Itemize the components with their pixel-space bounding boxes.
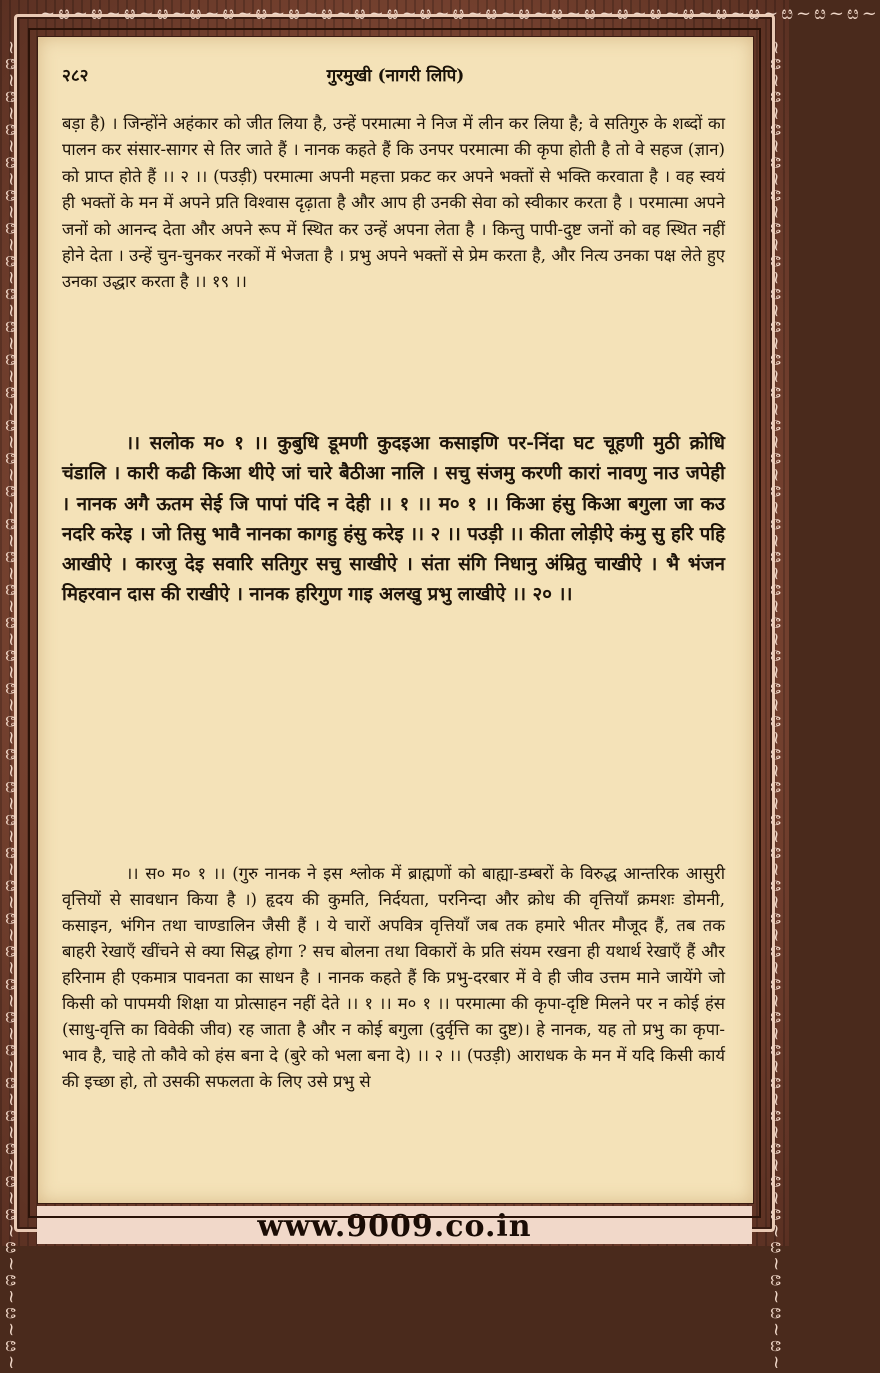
- top-border-ornament: ~ೞ~ೞ~ೞ~ೞ~ೞ~ೞ~ೞ~ೞ~ೞ~ೞ~ೞ~ೞ~ೞ~ೞ~ೞ~ೞ~ೞ~ೞ~ೞ~ೞ~ೞ~ೞ~ೞ~ೞ~ೞ~: [40, 3, 880, 24]
- page-header: [62, 63, 729, 91]
- gurbani-verse-paragraph: [62, 429, 725, 611]
- page-number: २८२: [62, 66, 89, 86]
- right-border-ornament: ~ೞ~ೞ~ೞ~ೞ~ೞ~ೞ~ೞ~ೞ~ೞ~ೞ~ೞ~ೞ~ೞ~ೞ~ೞ~ೞ~ೞ~ೞ~ೞ~ೞ~ೞ~ೞ~ೞ~ೞ~ೞ~ೞ~ೞ~ೞ~ೞ~ೞ~ೞ~ೞ~ೞ~ೞ~ೞ~ೞ~ೞ~ೞ~ೞ~ೞ~: [766, 40, 787, 1373]
- left-border-ornament: ~ೞ~ೞ~ೞ~ೞ~ೞ~ೞ~ೞ~ೞ~ೞ~ೞ~ೞ~ೞ~ೞ~ೞ~ೞ~ೞ~ೞ~ೞ~ೞ~ೞ~ೞ~ೞ~ೞ~ೞ~ೞ~ೞ~ೞ~ೞ~ೞ~ೞ~ೞ~ೞ~ೞ~ೞ~ೞ~ೞ~ೞ~ೞ~ೞ~ೞ~: [1, 40, 22, 1373]
- page-title: गुरमुखी (नागरी लिपि): [326, 66, 465, 86]
- translation-paragraph-2-text: ।। स० म० १ ।। (गुरु नानक ने इस श्लोक में ब्राह्मणों को बाह्या-डम्बरों के विरुद्ध आन्तरिक आसुरी वृत्तियों से सावधान किया है ।) हृदय की कुमति, निर्दयता, परनिन्दा और क्रोध की वृत्तियाँ क्रमशः डोमनी, कसाइन, भंगिन तथा चाण्डालिन जैसी हैं । ये चारों अपवित्र वृत्तियाँ जब तक हमारे भीतर मौजूद हैं, तब तक बाहरी रेखाएँ खींचने से क्या सिद्ध होगा ? सच बोलना तथा विकारों के प्रति संयम रखना ही यथार्थ रेखाएँ हैं और हरिनाम ही एकमात्र पावनता का साधन है । नानक कहते हैं कि प्रभु-दरबार में वे ही जीव उत्तम माने जायेंगे जो किसी को पापमयी शिक्षा या प्रोत्साहन नहीं देते ।। १ ।। म० १ ।। परमात्मा की कृपा-दृष्टि मिलने पर न कोई हंस (साधु-वृत्ति का विवेकी जीव) रह जाता है और न कोई बगुला (दुर्वृत्ति का दुष्ट)। हे नानक, यह तो प्रभु का कृपा-भाव है, चाहे तो कौवे को हंस बना दे (बुरे को भला बना दे) ।। २ ।। (पउड़ी) आराधक के मन में यदि किसी कार्य की इच्छा हो, तो उसकी सफलता के लिए उसे प्रभु से: [62, 864, 726, 1091]
- translation-paragraph-1: बड़ा है) । जिन्होंने अहंकार को जीत लिया है, उन्हें परमात्मा ने निज में लीन कर लिया है; वे सतिगुरु के शब्दों का पालन कर संसार-सागर से तिर जाते हैं । नानक कहते हैं कि उनपर परमात्मा की कृपा होती है तो वे सहज (ज्ञान) को प्राप्त होते हैं ।। २ ।। (पउड़ी) परमात्मा अपनी महत्ता प्रकट कर अपने भक्तों से भक्ति करवाता है । वह स्वयं ही भक्तों के मन में अपने प्रति विश्वास दृढ़ाता है और आप ही उनकी सेवा को स्वीकार करता है । परमात्मा अपने जनों को आनन्द देता और अपने रूप में स्थित कर उन्हें अपना लेता है । किन्तु पापी-दुष्ट जनों को वह स्थित नहीं होने देता । उन्हें चुन-चुनकर नरकों में भेजता है । प्रभु अपने भक्तों से प्रेम करता है, और नित्य उनका पक्ष लेते हुए उनका उद्धार करता है ।। १९ ।।: [62, 114, 725, 292]
- website-url: www.9009.co.in: [257, 1209, 532, 1244]
- translation-paragraph-2: [62, 861, 725, 1095]
- gurbani-verse-text: ।। सलोक म० १ ।। कुबुधि डूमणी कुदइआ कसाइणि पर-निंदा घट चूहणी मुठी क्रोधि चंडालि । कारी कढी किआ थीऐ जां चारे बैठीआ नालि । सचु संजमु करणी कारां नावणु नाउ जपेही । नानक अगै ऊतम सेई जि पापां पंदि न देही ।। १ ।। म० १ ।। किआ हंसु किआ बगुला जा कउ नदरि करेइ । जो तिसु भावै नानका कागहु हंसु करेइ ।। २ ।। पउड़ी ।। कीता लोड़ीऐ कंमु सु हरि पहि आखीऐ । कारजु देइ सवारि सतिगुर सचु साखीऐ । संता संगि निधानु अंम्रितु चाखीऐ । भै भंजन मिहरवान दास की राखीऐ । नानक हरिगुण गाइ अलखु प्रभु लाखीऐ ।। २० ।।: [62, 433, 725, 606]
- page-sheet: [37, 36, 754, 1204]
